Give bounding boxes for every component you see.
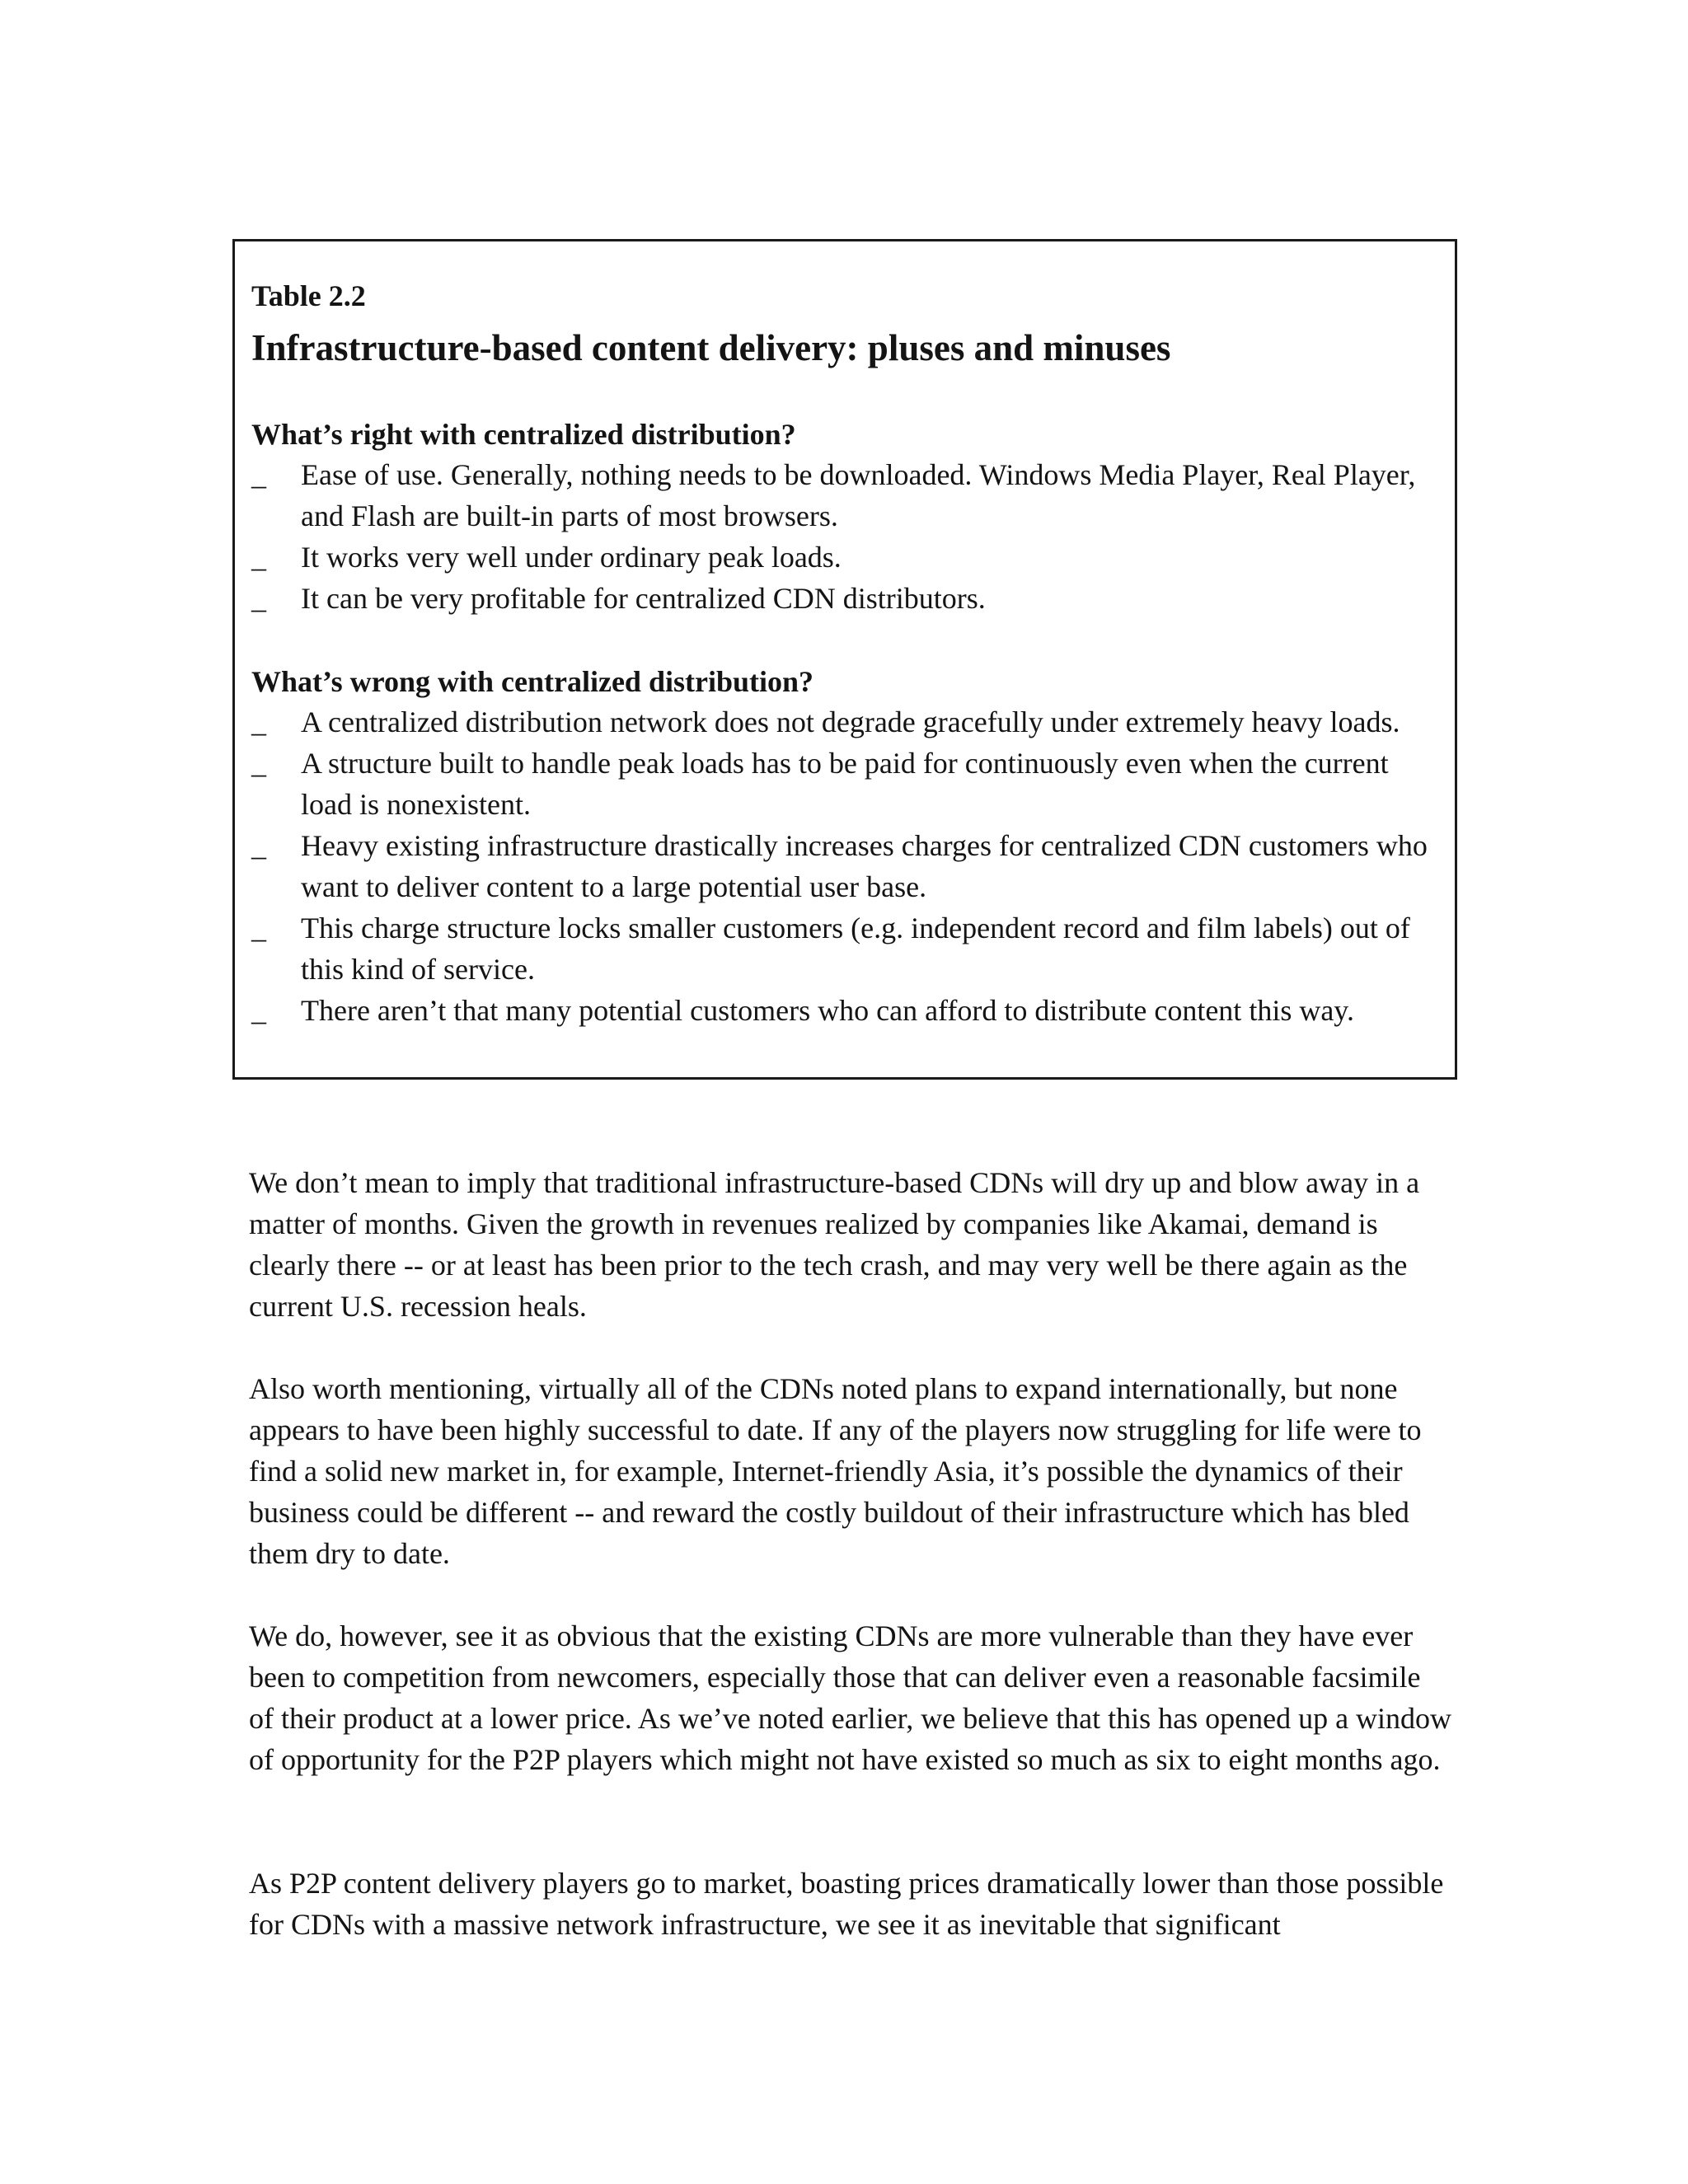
body-paragraph	[249, 1368, 1452, 1574]
list-item-text: A centralized distribution network does not degrade gracefully under extremely heavy loads.	[301, 705, 1400, 738]
list-item-text: It can be very profitable for centralized CDN distributors.	[301, 582, 986, 615]
table-2-2-box	[232, 239, 1457, 1080]
list-item-text: There aren’t that many potential customers who can afford to distribute content this way.	[301, 994, 1354, 1027]
right-section-heading: What’s right with centralized distribution?	[251, 418, 796, 451]
list-item	[251, 743, 1447, 825]
list-item-text: Ease of use. Generally, nothing needs to be downloaded. Windows Media Player, Real Player, and Flash are built-in parts of most browsers.	[301, 458, 1416, 532]
paragraph-2: Also worth mentioning, virtually all of the CDNs noted plans to expand internationally, but none appears to have been highly successful to date. If any of the players now struggling for life were to find a solid new market in, for example, Internet-friendly Asia, it’s possible the dynamics of their business could be different -- and reward the costly buildout of their infrastructure which has bled them dry to date.	[249, 1372, 1422, 1570]
list-item	[251, 578, 1447, 619]
right-bullet-list	[251, 454, 1447, 619]
wrong-bullet-list	[251, 701, 1447, 1031]
bullet-marker: _	[251, 458, 266, 491]
bullet-marker: _	[251, 829, 266, 862]
list-item	[251, 990, 1447, 1031]
list-item	[251, 454, 1447, 537]
bullet-marker: _	[251, 747, 266, 780]
wrong-section-heading: What’s wrong with centralized distribution?	[251, 665, 814, 698]
bullet-marker: _	[251, 912, 266, 944]
list-item-text: A structure built to handle peak loads has to be paid for continuously even when the current load is nonexistent.	[301, 747, 1389, 821]
body-paragraph	[249, 1615, 1452, 1780]
list-item	[251, 537, 1447, 578]
table-label: Table 2.2	[251, 279, 366, 312]
bullet-marker: _	[251, 705, 266, 738]
bullet-marker: _	[251, 582, 266, 615]
list-item-text: This charge structure locks smaller customers (e.g. independent record and film labels) out of this kind of service.	[301, 912, 1410, 986]
paragraph-4: As P2P content delivery players go to market, boasting prices dramatically lower than those possible for CDNs with a massive network infrastructure, we see it as inevitable that significant	[249, 1867, 1444, 1941]
list-item-text: It works very well under ordinary peak loads.	[301, 541, 842, 574]
table-title: Infrastructure-based content delivery: pluses and minuses	[251, 327, 1171, 368]
list-item	[251, 907, 1447, 990]
list-item	[251, 825, 1447, 907]
paragraph-1: We don’t mean to imply that traditional infrastructure-based CDNs will dry up and blow away in a matter of months. Given the growth in revenues realized by companies like Akamai, demand is clearly there -- or at least has been prior to the tech crash, and may very well be there again as the current U.S. recession heals.	[249, 1166, 1420, 1323]
bullet-marker: _	[251, 541, 266, 574]
body-paragraph	[249, 1863, 1452, 1945]
list-item	[251, 701, 1447, 743]
list-item-text: Heavy existing infrastructure drastically increases charges for centralized CDN customers who want to deliver content to a large potential user base.	[301, 829, 1428, 903]
bullet-marker: _	[251, 994, 266, 1027]
paragraph-3: We do, however, see it as obvious that the existing CDNs are more vulnerable than they have ever been to competition from newcomers, especially those that can deliver even a reasonable facsimile of their product at a lower price. As we’ve noted earlier, we believe that this has opened up a window of opportunity for the P2P players which might not have existed so much as six to eight months ago.	[249, 1619, 1452, 1776]
body-paragraph	[249, 1162, 1452, 1327]
